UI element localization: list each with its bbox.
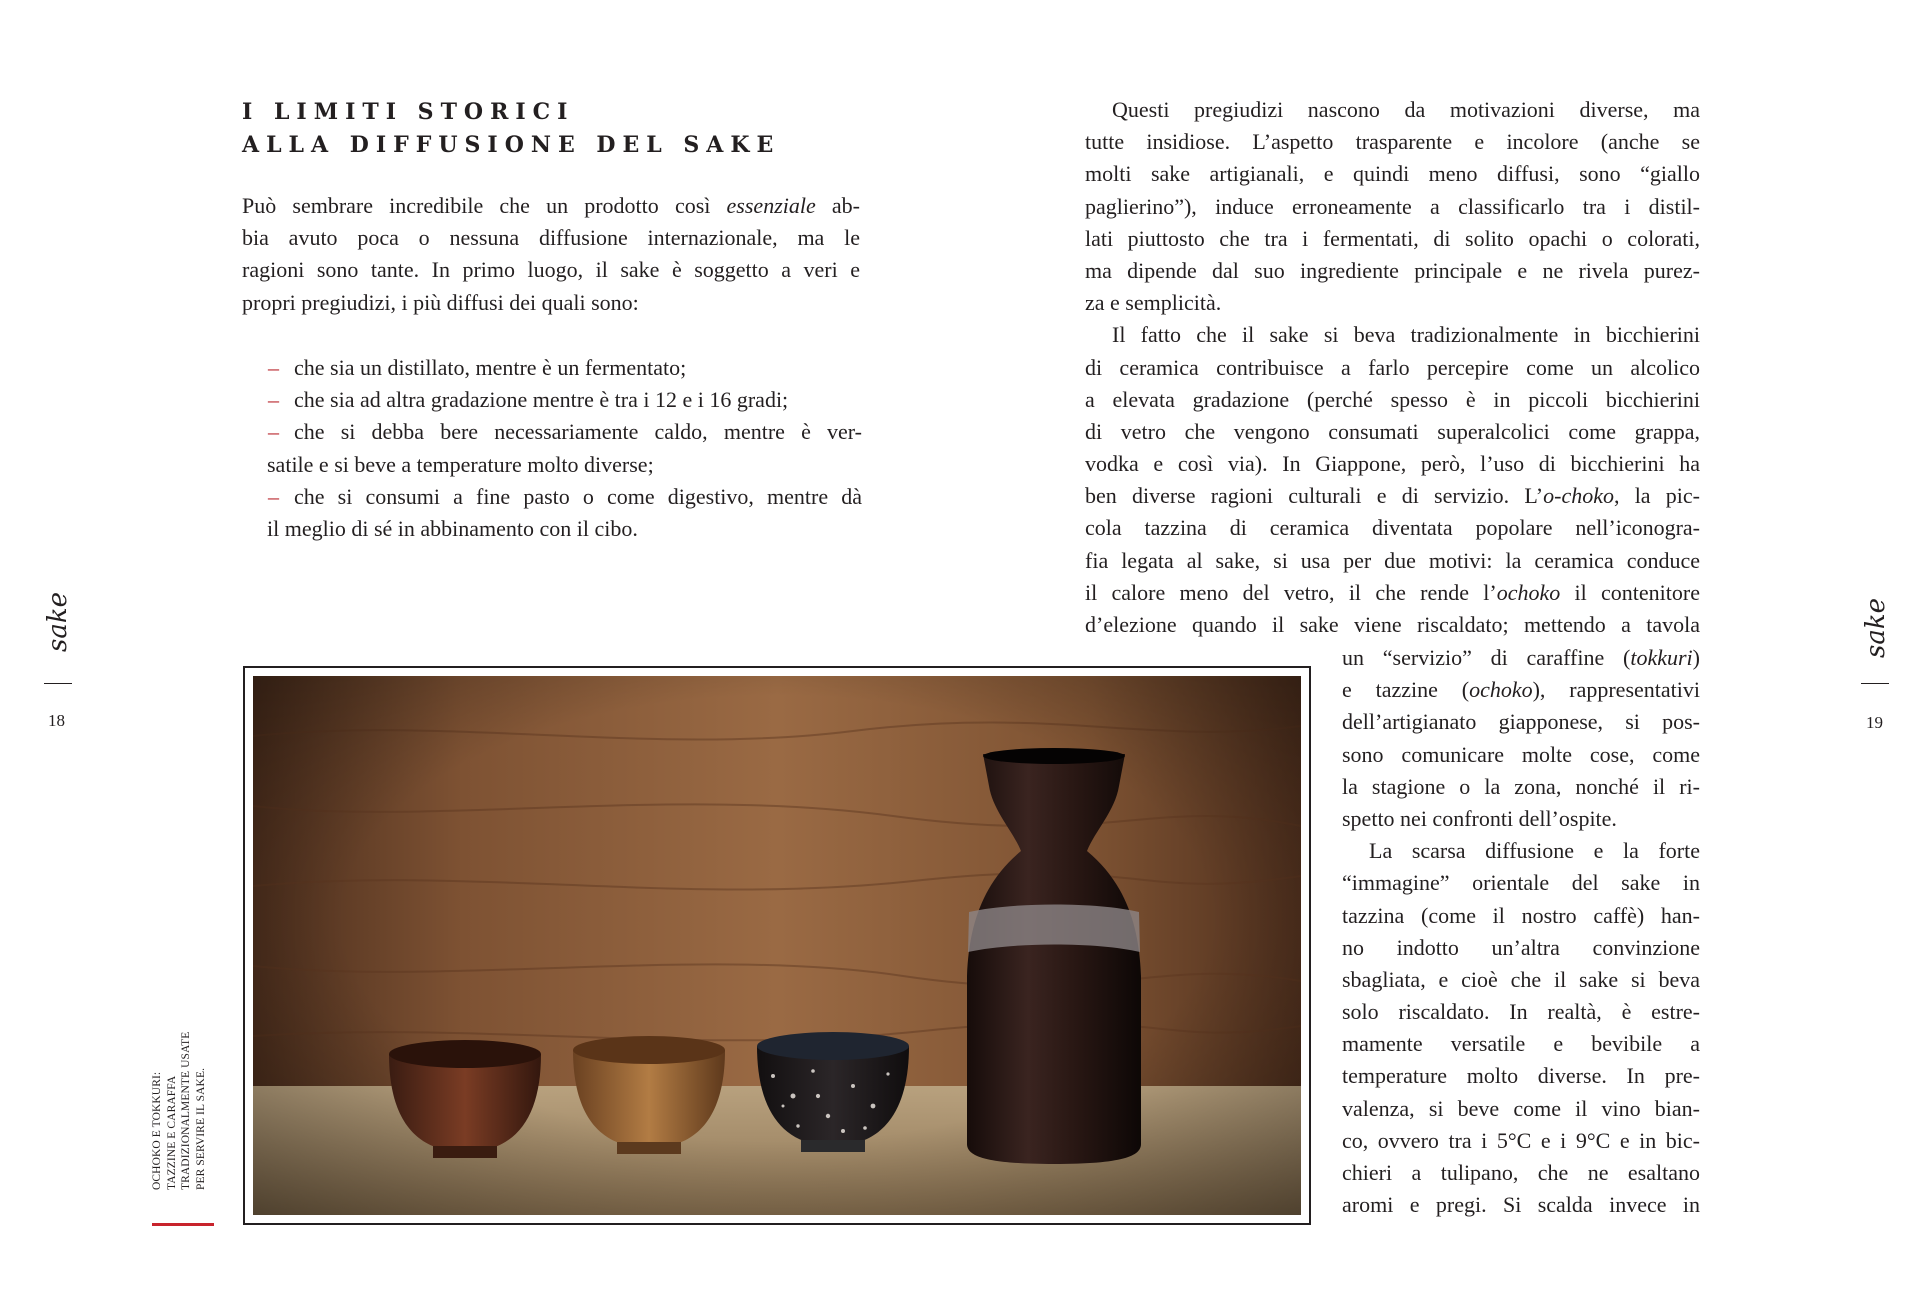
photo-caption	[150, 1010, 230, 1230]
margin-rule-left	[44, 683, 72, 684]
text-line: molti sake artigianali, e quindi meno diffusi, sono “giallo	[1085, 161, 1700, 187]
right-column-text	[1085, 94, 1700, 641]
intro-line: bia avuto poca o nessuna diffusione internazionale, ma le	[242, 225, 860, 251]
text-line: lati piuttosto che tra i fermentati, di solito opachi o colorati,	[1085, 225, 1700, 251]
intro-line: Può sembrare incredibile che un prodotto così essenziale ab-	[242, 193, 860, 218]
text-line: di vetro che vengono consumati superalcolici come grappa,	[1085, 418, 1700, 444]
text-line: tutte insidiose. L’aspetto trasparente e incolore (anche se	[1085, 129, 1700, 155]
running-head-sake-right: sake	[1861, 598, 1891, 658]
text-line: mamente versatile e bevibile a	[1342, 1031, 1700, 1057]
text-line: un “servizio” di caraffine (tokkuri)	[1342, 645, 1700, 670]
text-line: “immagine” orientale del sake in	[1342, 870, 1700, 896]
text-line: valenza, si beve come il vino bian-	[1342, 1095, 1700, 1121]
dash-marker: –	[268, 483, 279, 509]
dash-marker: –	[268, 387, 279, 413]
text-line: sono comunicare molte cose, come	[1342, 741, 1700, 767]
caption-text: OCHOKO E TOKKURI: TAZZINE E CARAFFA TRADIZIONALMENTE USATE PER SERVIRE IL SAKE.	[151, 1031, 207, 1190]
page-number-left: 18	[48, 711, 65, 730]
heading-line-1: I LIMITI STORICI	[242, 99, 575, 125]
caption-accent-rule	[152, 1223, 214, 1226]
text-line: di ceramica contribuisce a farlo percepire come un alcolico	[1085, 354, 1700, 380]
list-item: – che sia ad altra gradazione mentre è tra i 12 e i 16 gradi;	[242, 384, 862, 416]
dash-marker: –	[268, 419, 279, 445]
intro-paragraph	[242, 190, 860, 319]
text-line: d’elezione quando il sake viene riscaldato; mettendo a tavola	[1085, 612, 1700, 638]
text-line: fia legata al sake, si usa per due motivi: la ceramica conduce	[1085, 547, 1700, 573]
text-line: temperature molto diverse. In pre-	[1342, 1063, 1700, 1089]
text-line: tazzina (come il nostro caffè) han-	[1342, 902, 1700, 928]
text-line: La scarsa diffusione e la forte	[1369, 838, 1700, 864]
text-line: ma dipende dal suo ingrediente principale e ne rivela purez-	[1085, 257, 1700, 283]
text-line: sbagliata, e cioè che il sake si beva	[1342, 966, 1700, 992]
list-item: – che si consumi a fine pasto o come digestivo, mentre dà il meglio di sé in abbinamento con il cibo.	[242, 481, 862, 545]
text-line: no indotto un’altra convinzione	[1342, 934, 1700, 960]
list-item: – che si debba bere necessariamente caldo, mentre è ver- satile e si beve a temperature molto diverse;	[242, 416, 862, 480]
intro-line: propri pregiudizi, i più diffusi dei quali sono:	[242, 289, 639, 315]
text-line: dell’artigianato giapponese, si pos-	[1342, 709, 1700, 735]
text-line: il calore meno del vetro, il che rende l’ochoko il contenitore	[1085, 579, 1700, 605]
text-line: spetto nei confronti dell’ospite.	[1342, 805, 1617, 831]
text-line: aromi e pregi. Si scalda invece in	[1342, 1192, 1700, 1218]
margin-rule-right	[1861, 683, 1889, 684]
page-number-right: 19	[1866, 713, 1883, 732]
prejudice-list	[242, 352, 862, 545]
section-heading	[242, 96, 862, 162]
text-line: solo riscaldato. In realtà, è estre-	[1342, 999, 1700, 1025]
text-line: la stagione o la zona, nonché il ri-	[1342, 773, 1700, 799]
text-line: a elevata gradazione (perché spesso è in piccoli bicchierini	[1085, 386, 1700, 412]
intro-line: ragioni sono tante. In primo luogo, il sake è soggetto a veri e	[242, 257, 860, 283]
text-line: e tazzine (ochoko), rappresentativi	[1342, 677, 1700, 703]
text-line: ben diverse ragioni culturali e di servizio. L’o-choko, la pic-	[1085, 483, 1700, 509]
running-head-sake-left: sake	[43, 592, 73, 652]
text-line: chieri a tulipano, che ne esaltano	[1342, 1160, 1700, 1186]
sake-set-photo	[253, 676, 1301, 1215]
text-line: vodka e così via). In Giappone, però, l’uso di bicchierini ha	[1085, 451, 1700, 477]
photo-frame	[243, 666, 1311, 1225]
text-line: Il fatto che il sake si beva tradizionalmente in bicchierini	[1112, 322, 1700, 348]
text-line: Questi pregiudizi nascono da motivazioni diverse, ma	[1112, 97, 1700, 122]
right-narrow-text	[1342, 642, 1700, 1221]
text-line: za e semplicità.	[1085, 290, 1222, 316]
dash-marker: –	[268, 355, 279, 380]
heading-line-2: ALLA DIFFUSIONE DEL SAKE	[242, 132, 781, 158]
text-line: cola tazzina di ceramica diventata popolare nell’iconogra-	[1085, 515, 1700, 541]
list-item: – che sia un distillato, mentre è un fermentato;	[242, 352, 862, 384]
text-line: co, ovvero tra i 5°C e i 9°C e in bic-	[1342, 1127, 1700, 1153]
text-line: paglierino”), induce erroneamente a classificarlo tra i distil-	[1085, 193, 1700, 219]
